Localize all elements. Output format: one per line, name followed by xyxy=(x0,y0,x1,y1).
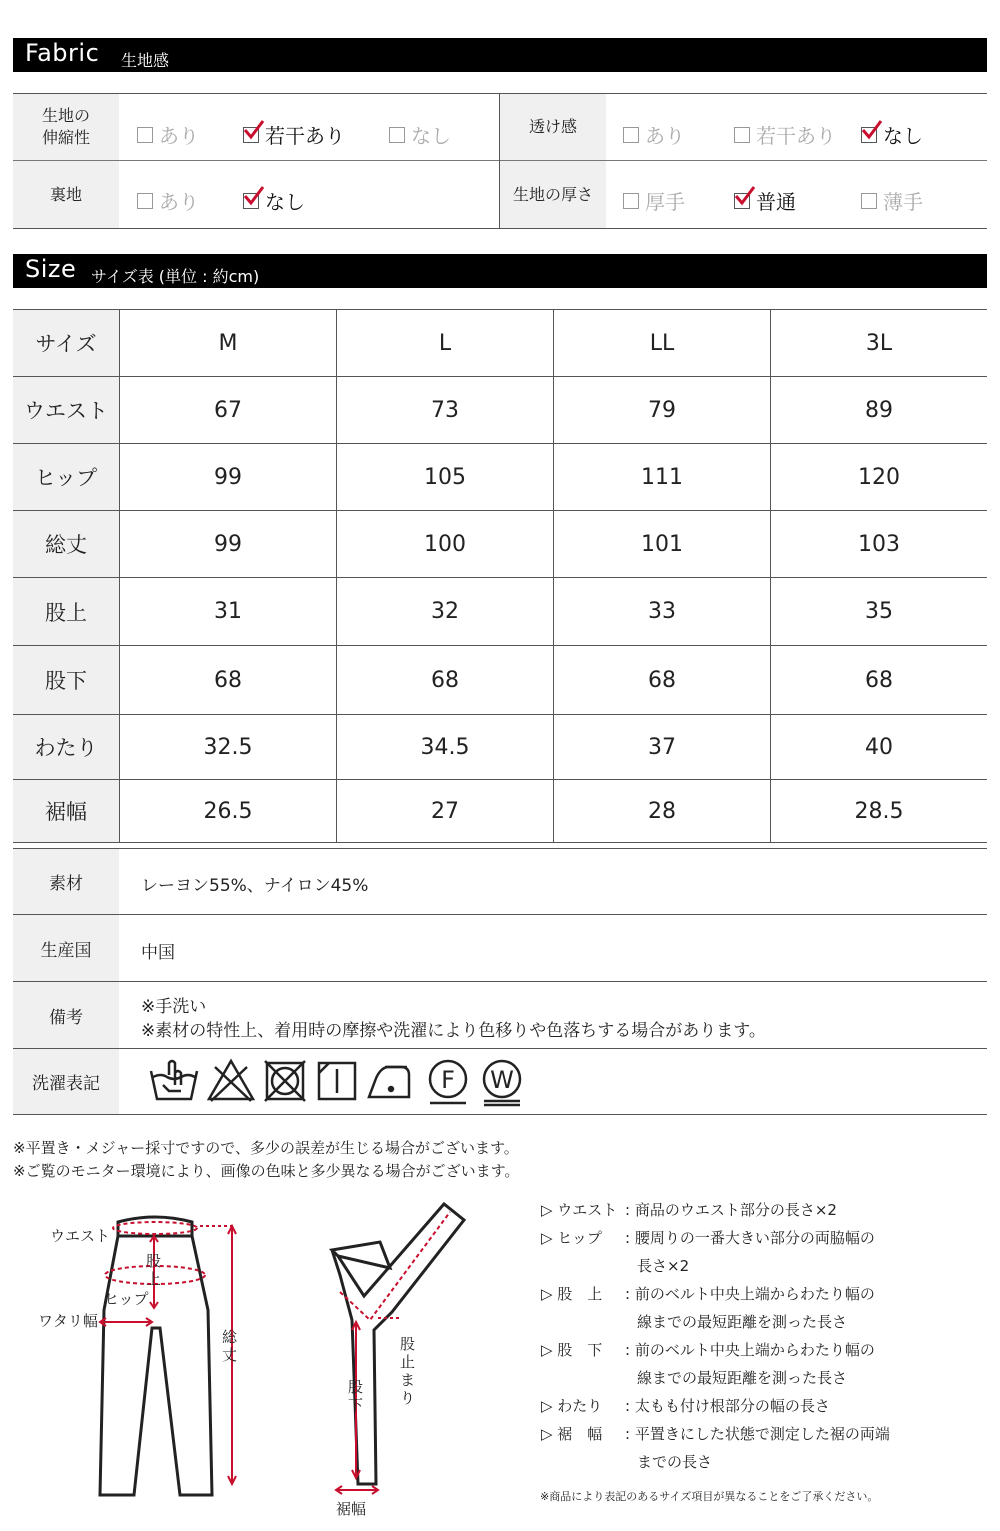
table-row xyxy=(13,511,987,578)
option-label: なし xyxy=(265,190,305,214)
checked-checkbox-icon xyxy=(243,193,259,209)
table-cell: 100 xyxy=(424,531,466,557)
table-cell: 79 xyxy=(648,397,676,423)
divider xyxy=(336,310,337,843)
table-cell: 73 xyxy=(431,397,459,423)
diagram-label-rise-end: 股止まり xyxy=(400,1335,416,1407)
fabric-table xyxy=(13,93,987,229)
care-f-letter: F xyxy=(441,1066,455,1094)
option-sheer-none xyxy=(861,120,923,149)
table-cell: 68 xyxy=(648,667,676,693)
hand-wash-icon xyxy=(151,1061,197,1099)
diagram-label-inseam: 股下 xyxy=(348,1378,364,1414)
row-label: わたり xyxy=(13,715,119,779)
fabric-title-jp: 生地感 xyxy=(121,51,170,70)
column-header-3l: 3L xyxy=(865,330,893,356)
measure-lines xyxy=(100,1222,236,1484)
diagram-label-hem: 裾幅 xyxy=(336,1500,367,1518)
option-label: 若干あり xyxy=(756,124,836,148)
option-stretch-none xyxy=(389,120,451,149)
table-cell: 120 xyxy=(858,464,900,490)
care-row xyxy=(13,1049,987,1115)
table-cell: 99 xyxy=(214,464,242,490)
diagram-label-waist: ウエスト xyxy=(50,1227,111,1245)
table-cell: 32 xyxy=(431,599,459,624)
iron-low-icon xyxy=(369,1067,409,1097)
table-header-row xyxy=(13,310,987,377)
size-title-en: Size xyxy=(25,255,77,283)
option-label: なし xyxy=(411,124,451,148)
table-cell: 32.5 xyxy=(203,734,253,760)
legend-term: ▷ わたり xyxy=(541,1397,603,1415)
care-label: 洗濯表記 xyxy=(13,1049,119,1114)
size-table xyxy=(13,309,987,843)
row-label: ヒップ xyxy=(13,444,119,510)
option-label: なし xyxy=(883,124,923,148)
line-dry-shade-icon xyxy=(319,1063,355,1099)
table-cell: 37 xyxy=(648,734,676,760)
legend-desc: : 平置きにした状態で測定した裾の両端 xyxy=(625,1425,890,1443)
table-cell: 68 xyxy=(214,667,242,693)
fabric-title-en: Fabric xyxy=(25,39,100,67)
legend-desc: : 前のベルト中央上端からわたり幅の xyxy=(625,1341,875,1359)
column-header-ll: LL xyxy=(649,330,675,356)
row-label: 総丈 xyxy=(13,511,119,577)
origin-value: 中国 xyxy=(141,943,175,963)
origin-row xyxy=(13,915,987,982)
table-cell: 89 xyxy=(865,397,893,423)
fabric-title-bar xyxy=(13,38,987,72)
table-cell: 111 xyxy=(641,464,683,490)
diagram-label-thigh: ワタリ幅 xyxy=(38,1312,98,1330)
table-cell: 35 xyxy=(865,599,893,624)
option-lining-ari xyxy=(137,186,199,215)
table-cell: 105 xyxy=(424,464,466,490)
remarks-label: 備考 xyxy=(13,982,119,1048)
diagram-label-hip: ヒップ xyxy=(104,1290,149,1308)
option-label: あり xyxy=(159,190,199,214)
option-thin xyxy=(861,186,923,215)
row-label: 裾幅 xyxy=(13,780,119,842)
row-label: 股下 xyxy=(13,646,119,714)
fabric-label-thickness: 生地の厚さ xyxy=(500,161,606,228)
legend-desc: : 前のベルト中央上端からわたり幅の xyxy=(625,1285,875,1303)
footnote: ※商品により表記のあるサイズ項目が異なることをご了承ください。 xyxy=(540,1490,879,1503)
divider xyxy=(13,160,987,161)
legend-desc: : 商品のウエスト部分の長さ×2 xyxy=(625,1201,837,1219)
checked-checkbox-icon xyxy=(861,127,877,143)
table-row xyxy=(13,715,987,780)
divider xyxy=(119,310,120,843)
table-row xyxy=(13,646,987,715)
table-cell: 27 xyxy=(431,798,459,824)
option-stretch-ari xyxy=(137,120,199,149)
legend-term: ▷ ウエスト xyxy=(541,1201,618,1219)
option-label: 厚手 xyxy=(645,190,685,214)
table-cell: 40 xyxy=(865,734,893,760)
legend-term: ▷ ヒップ xyxy=(541,1229,602,1247)
option-stretch-slight xyxy=(243,120,345,149)
legend-term: ▷ 股 上 xyxy=(541,1285,603,1303)
no-bleach-icon xyxy=(209,1061,253,1101)
table-row xyxy=(13,377,987,444)
table-cell: 68 xyxy=(865,667,893,693)
divider xyxy=(499,94,500,228)
divider xyxy=(553,310,554,843)
legend-desc: : 腰周りの一番大きい部分の両脇幅の xyxy=(625,1229,875,1247)
table-cell: 99 xyxy=(214,531,242,557)
checkbox-icon xyxy=(389,127,405,143)
checkbox-icon xyxy=(623,127,639,143)
size-title-bar xyxy=(13,254,987,288)
checkbox-icon xyxy=(623,193,639,209)
option-label: あり xyxy=(645,124,685,148)
material-value: レーヨン55%、ナイロン45% xyxy=(141,876,369,896)
option-sheer-slight xyxy=(734,120,836,149)
pants-diagram xyxy=(40,1200,500,1520)
care-symbols xyxy=(147,1055,567,1107)
legend-desc: : 太もも付け根部分の幅の長さ xyxy=(625,1397,830,1415)
fabric-label-lining: 裏地 xyxy=(13,161,119,228)
table-cell: 34.5 xyxy=(420,734,470,760)
table-cell: 31 xyxy=(214,599,242,624)
pants-side-outline xyxy=(332,1204,464,1484)
checked-checkbox-icon xyxy=(734,193,750,209)
diagram-label-length: 総丈 xyxy=(222,1328,238,1364)
legend-term: ▷ 裾 幅 xyxy=(541,1425,603,1443)
fabric-label-sheer: 透け感 xyxy=(500,94,606,160)
origin-label: 生産国 xyxy=(13,915,119,981)
table-row xyxy=(13,578,987,646)
table-cell: 101 xyxy=(641,531,683,557)
legend-desc: 線までの最短距離を測った長さ xyxy=(637,1369,848,1387)
checkbox-icon xyxy=(734,127,750,143)
material-row xyxy=(13,849,987,915)
table-cell: 67 xyxy=(214,397,242,423)
note-1: ※平置き・メジャー採寸ですので、多少の誤差が生じる場合がございます。 xyxy=(13,1139,519,1157)
option-label: 若干あり xyxy=(265,124,345,148)
remarks-row xyxy=(13,982,987,1049)
fabric-label-stretch: 生地の 伸縮性 xyxy=(13,94,119,160)
option-lining-none xyxy=(243,186,305,215)
option-normal xyxy=(734,186,796,215)
option-label: あり xyxy=(159,124,199,148)
table-cell: 28.5 xyxy=(854,798,904,824)
option-thick xyxy=(623,186,685,215)
table-row xyxy=(13,780,987,843)
table-cell: 103 xyxy=(858,531,900,557)
table-cell: 33 xyxy=(648,599,676,624)
option-label: 薄手 xyxy=(883,190,923,214)
legend-term: ▷ 股 下 xyxy=(541,1341,603,1359)
table-cell: 68 xyxy=(431,667,459,693)
size-header-label: サイズ xyxy=(13,310,119,376)
legend-desc: までの長さ xyxy=(637,1453,713,1471)
table-cell: 28 xyxy=(648,798,676,824)
checkbox-icon xyxy=(861,193,877,209)
legend-desc: 長さ×2 xyxy=(637,1257,690,1275)
note-2: ※ご覧のモニター環境により、画像の色味と多少異なる場合がございます。 xyxy=(13,1162,520,1180)
size-title-jp: サイズ表 (単位 : 約cm) xyxy=(91,267,260,286)
checked-checkbox-icon xyxy=(243,127,259,143)
remarks-line-1: ※手洗い xyxy=(141,997,207,1017)
no-tumble-dry-icon xyxy=(265,1061,305,1101)
checkbox-icon xyxy=(137,193,153,209)
diagram-label-rise: 股上 xyxy=(146,1252,162,1288)
legend-desc: 線までの最短距離を測った長さ xyxy=(637,1313,848,1331)
column-header-m: M xyxy=(218,330,238,356)
option-label: 普通 xyxy=(756,190,796,214)
table-row xyxy=(13,444,987,511)
table-cell: 26.5 xyxy=(203,798,253,824)
care-w-letter: W xyxy=(490,1066,514,1094)
material-label: 素材 xyxy=(13,849,119,914)
divider xyxy=(770,310,771,843)
row-label: 股上 xyxy=(13,578,119,645)
row-label: ウエスト xyxy=(13,377,119,443)
checkbox-icon xyxy=(137,127,153,143)
remarks-line-2: ※素材の特性上、着用時の摩擦や洗濯により色移りや色落ちする場合があります。 xyxy=(141,1021,766,1041)
option-sheer-ari xyxy=(623,120,685,149)
column-header-l: L xyxy=(438,330,452,356)
